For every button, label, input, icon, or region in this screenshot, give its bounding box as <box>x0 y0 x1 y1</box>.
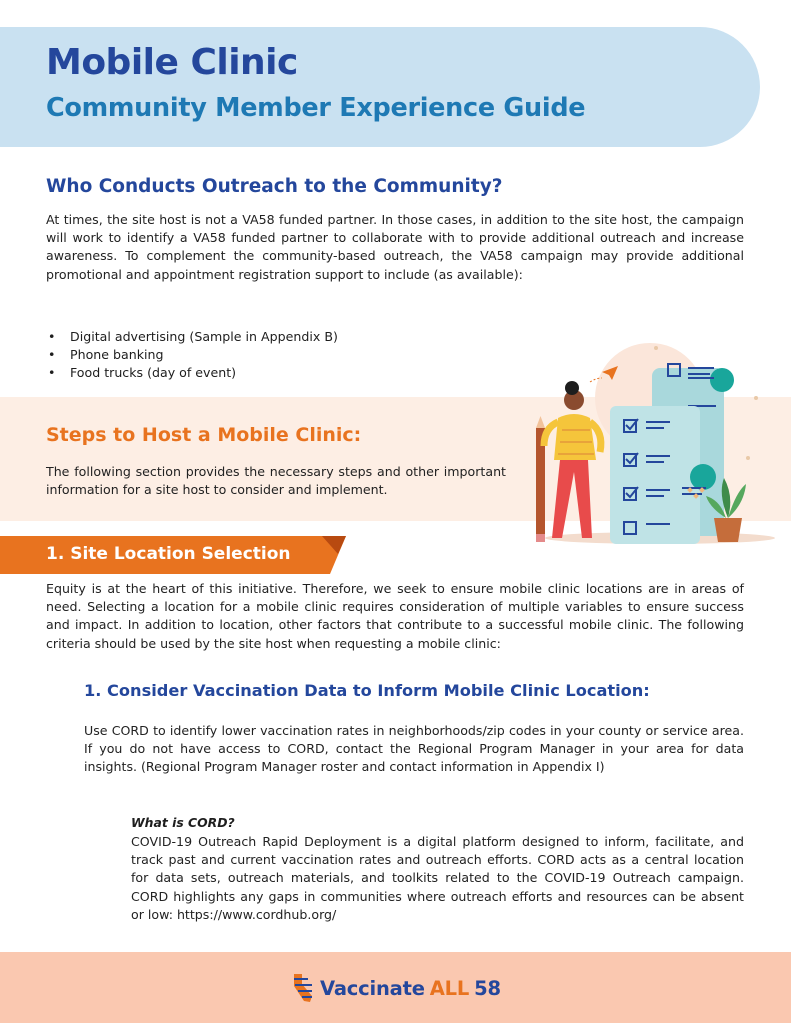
site-location-tab <box>0 536 346 574</box>
list-item: • Phone banking <box>46 346 338 364</box>
steps-heading: Steps to Host a Mobile Clinic: <box>46 424 362 446</box>
vaccinate-all-58-logo <box>292 972 501 1004</box>
logo-word-vaccinate: Vaccinate <box>320 976 425 1000</box>
page-subtitle: Community Member Experience Guide <box>46 93 586 123</box>
logo-word-all: ALL <box>429 976 470 1000</box>
checklist-illustration <box>510 338 780 548</box>
cord-paragraph: COVID-19 Outreach Rapid Deployment is a digital platform designed to inform, facilitate, and track past and current vaccination rates and outreach efforts. CORD acts as a central location for data sets, outreach materials, and toolkits related to the COVID-19 Outreach campaign. CORD highlights any gaps in communities where outreach efforts and resources can be absent or low: https://www.cordhub.org/ <box>131 834 744 922</box>
steps-paragraph: The following section provides the necessary steps and other important information for a site host to consider and implement. <box>46 464 506 498</box>
page-title: Mobile Clinic <box>46 42 298 83</box>
outreach-bullet-list <box>46 328 338 383</box>
site-location-heading: 1. Site Location Selection <box>46 544 291 564</box>
outreach-heading: Who Conducts Outreach to the Community? <box>46 176 503 197</box>
vaccination-data-paragraph: Use CORD to identify lower vaccination rates in neighborhoods/zip codes in your county or service area. If you do not have access to CORD, contact the Regional Program Manager in your area for data insights. (Regional Program Manager roster and contact information in Appendix I) <box>84 723 744 775</box>
outreach-paragraph: At times, the site host is not a VA58 funded partner. In those cases, in addition to the site host, the campaign will work to identify a VA58 funded partner to collaborate with to provide additional outreach and increase awareness. To complement the community-based outreach, the VA58 campaign may provide additional promotional and appointment registration support to include (as available): <box>46 212 744 282</box>
vaccination-data-heading: 1. Consider Vaccination Data to Inform Mobile Clinic Location: <box>84 681 650 700</box>
list-item: • Food trucks (day of event) <box>46 364 338 382</box>
list-item: • Digital advertising (Sample in Appendix B) <box>46 328 338 346</box>
site-selection-paragraph: Equity is at the heart of this initiative. Therefore, we seek to ensure mobile clinic locations are in areas of need. Selecting a location for a mobile clinic requires consideration of multiple variables to ensure success and impact. In addition to location, other factors that contribute to a successful mobile clinic. The following criteria should be used by the site host when requesting a mobile clinic: <box>46 581 744 651</box>
logo-word-58: 58 <box>474 976 501 1000</box>
california-icon <box>292 973 314 1003</box>
cord-subheading: What is CORD? <box>131 815 235 830</box>
